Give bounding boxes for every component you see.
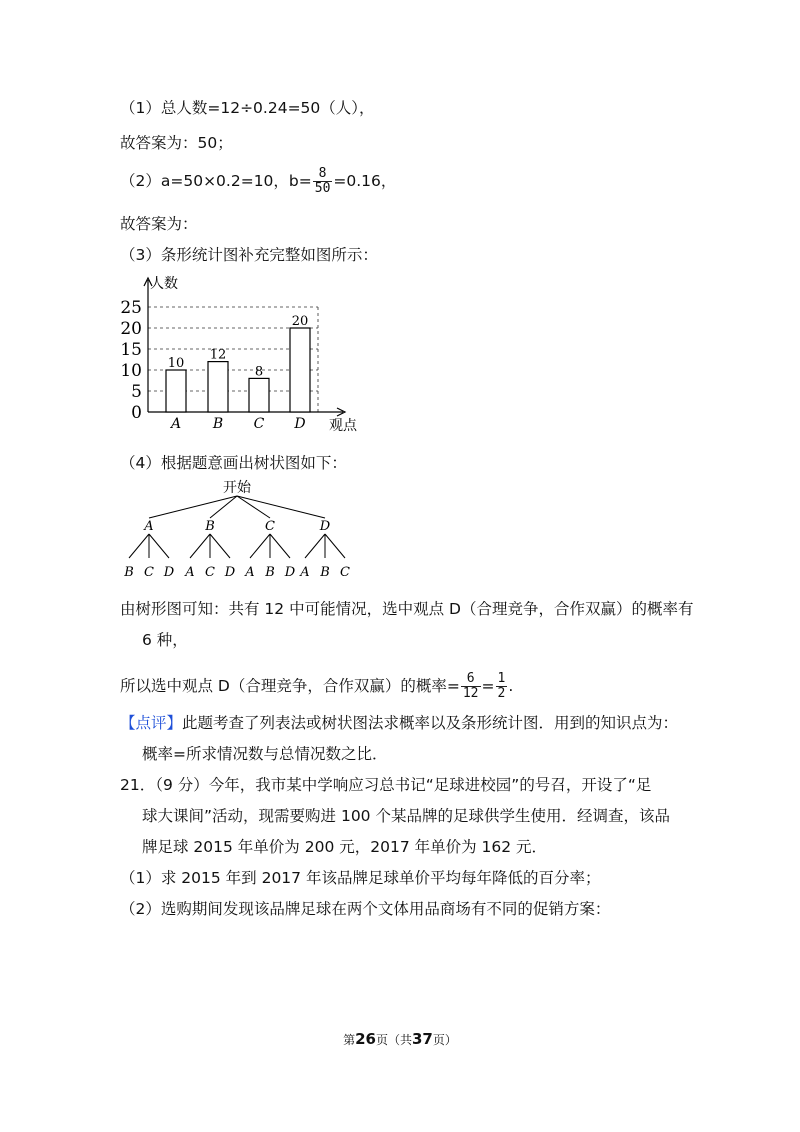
tree-diagram [112,478,362,588]
tree-edge [270,534,290,558]
tree-edge [325,534,345,558]
solution-line-4: （4）根据题意画出树状图如下： [120,454,347,472]
comment-line-2: 概率=所求情况数与总情况数之比． [142,745,388,763]
fraction-1-2 [496,672,508,701]
comment-line-1 [120,712,678,734]
y-axis-label: 人数 [150,276,178,292]
question-21-line-1: 21．（9 分）今年，我市某中学响应习总书记“足球进校园”的号召，开设了“足 [120,776,652,794]
fraction-numerator: 6 [461,672,481,687]
fraction-numerator: 1 [497,671,506,686]
tree-branch-label: A [144,519,154,534]
x-tick-label: B [212,416,224,432]
comment-text: 此题考查了列表法或树状图法求概率以及条形统计图．用到的知识点为： [182,714,679,732]
footer-page-number: 26 [355,1030,376,1048]
tree-leaf-label: A [300,565,310,580]
bar-D [290,328,310,412]
tree-edge [149,534,169,558]
y-tick-label: 15 [120,340,142,360]
tree-edge [250,534,270,558]
tree-leaf-label: C [205,565,215,580]
tree-leaf-label: D [284,565,296,580]
tree-edge [237,496,270,518]
tree-edge [305,534,325,558]
bar-value-label: 20 [291,314,309,329]
page-footer [0,1030,800,1048]
bar-A [166,370,186,412]
solution-line-2 [120,167,396,196]
tree-edge [237,496,325,518]
fraction-numerator: 8 [313,167,333,182]
tree-branch-label: B [205,519,215,534]
x-tick-label: A [170,416,182,432]
tree-leaf-label: C [144,565,154,580]
answer-line-2: 故答案为： [120,215,198,233]
equals-sign: = [481,677,495,695]
tree-edge [210,534,230,558]
conclusion-line-1: 由树形图可知：共有 12 中可能情况，选中观点 D（合理竞争，合作双赢）的概率有 [120,600,694,618]
y-tick-label: 25 [120,298,142,318]
tree-edge [129,534,149,558]
y-tick-label: 0 [131,403,142,423]
footer-mid: 页（共 [375,1033,412,1047]
question-21-part-1: （1）求 2015 年到 2017 年该品牌足球单价平均每年降低的百分率； [120,869,601,887]
tree-edge [190,534,210,558]
footer-prefix: 第 [343,1033,356,1047]
bar-C [249,378,269,412]
conclusion-line-3-text: 所以选中观点 D（合理竞争，合作双赢）的概率= [120,677,460,695]
x-tick-label: D [294,416,306,432]
tree-leaf-label: A [185,565,195,580]
fraction-denominator: 12 [462,686,479,701]
y-tick-label: 5 [131,382,142,402]
tree-root-label: 开始 [223,480,251,496]
bar-chart [118,270,368,440]
x-axis-label: 观点 [329,418,357,434]
comment-tag: 【点评】 [120,714,183,732]
y-tick-label: 10 [120,361,142,381]
tree-leaf-label: B [265,565,275,580]
conclusion-line-3 [120,672,513,701]
bar-value-label: 8 [254,364,264,380]
solution-line-2-result: =0.16， [333,172,397,190]
question-21-line-2: 球大课间”活动，现需要购进 100 个某品牌的足球供学生使用．经调查，该品 [142,807,670,825]
question-21-part-2: （2）选购期间发现该品牌足球在两个文体用品商场有不同的促销方案： [120,900,611,918]
x-tick-label: C [253,416,265,432]
tree-leaf-label: C [340,565,350,580]
tree-leaf-label: B [124,565,134,580]
y-tick-label: 20 [120,319,142,339]
footer-suffix: 页） [432,1033,457,1047]
tree-leaf-label: A [245,565,255,580]
tree-branch-label: C [265,519,275,534]
bar-value-label: 10 [167,356,185,371]
fraction-8-50 [313,167,333,196]
fraction-6-12 [461,672,481,701]
conclusion-line-2: 6 种， [142,631,188,649]
tree-leaf-label: D [163,565,175,580]
question-21-line-3: 牌足球 2015 年单价为 200 元，2017 年单价为 162 元． [142,838,548,856]
tree-leaf-label: B [320,565,330,580]
footer-total-pages: 37 [412,1030,433,1048]
bar-B [208,362,228,412]
solution-line-3: （3）条形统计图补充完整如图所示： [120,246,378,264]
answer-line-1: 故答案为：50； [120,134,233,152]
solution-line-2-text: （2）a=50×0.2=10，b= [120,172,312,190]
tree-branch-label: D [319,519,331,534]
solution-line-1: （1）总人数=12÷0.24=50（人）， [120,99,375,117]
fraction-denominator: 2 [497,686,506,701]
tree-leaf-label: D [224,565,236,580]
fraction-denominator: 50 [314,181,331,196]
bar-value-label: 12 [209,347,227,363]
period: . [508,677,514,695]
